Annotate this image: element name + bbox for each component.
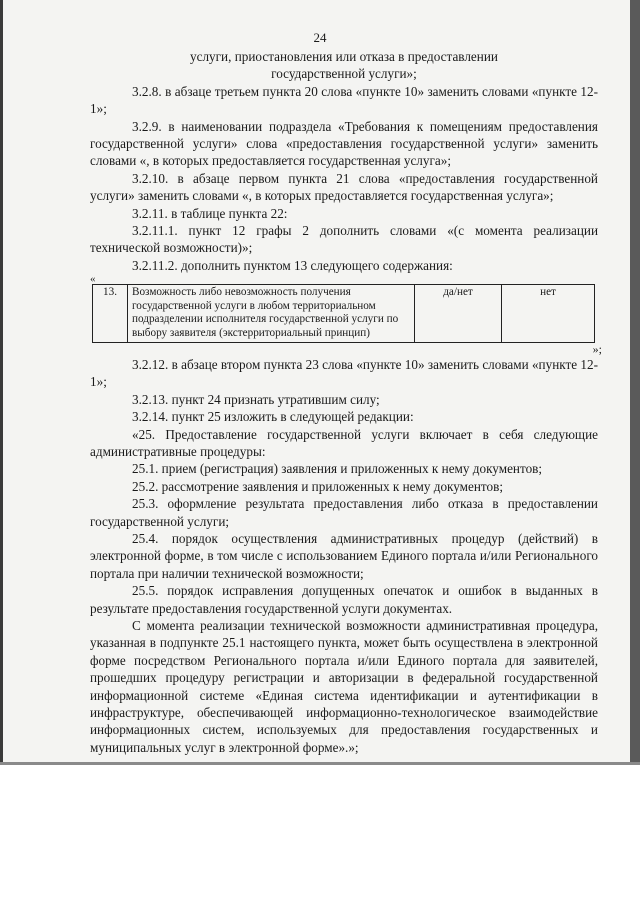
paragraph-25-1: 25.1. прием (регистрация) заявления и приложенных к нему документов; bbox=[132, 461, 543, 477]
heading-line-1: услуги, приостановления или отказа в предоставлении bbox=[190, 49, 498, 64]
paragraph-3-2-10: 3.2.10. в абзаце первом пункта 21 слова «предоставления государственной услуги» заменить словами «, в которых предоставляется государственная услуга»; bbox=[90, 170, 598, 204]
quote-open-mark: « bbox=[90, 273, 96, 286]
paragraph-3-2-14: 3.2.14. пункт 25 изложить в следующей редакции: bbox=[132, 409, 414, 425]
paragraph-25-3: 25.3. оформление результата предоставления либо отказа в предоставлении государственной услуги; bbox=[90, 496, 598, 529]
page-number: 24 bbox=[313, 30, 327, 45]
heading-line-2: государственной услуги»; bbox=[271, 66, 417, 82]
paragraph-25-2: 25.2. рассмотрение заявления и приложенных к нему документов; bbox=[132, 478, 504, 494]
scan-edge-bottom bbox=[0, 762, 640, 765]
scan-edge-left bbox=[0, 0, 3, 765]
paragraph-3-2-12: 3.2.12. в абзаце втором пункта 23 слова «пункте 10» заменить словами «пункте 12-1»; bbox=[90, 356, 598, 390]
paragraph-3-2-11-2: 3.2.11.2. дополнить пунктом 13 следующего содержания: bbox=[132, 257, 453, 273]
quote-close-mark: »; bbox=[592, 341, 602, 356]
paragraph-25: «25. Предоставление государственной услуги включает в себя следующие административные процедуры: bbox=[90, 426, 598, 459]
amendment-table bbox=[92, 284, 595, 343]
table-cell-description: Возможность либо невозможность получения государственной услуги в любом территориальном подразделении исполнителя государственной услуги по выбору заявителя (экстерриториальный принцип) bbox=[128, 285, 415, 343]
paragraph-25-5: 25.5. порядок исправления допущенных опечаток и ошибок в выданных в результате предоставления государственной услуги документах. bbox=[90, 583, 598, 616]
paragraph-final: С момента реализации технической возможности административная процедура, указанная в подпункте 25.1 настоящего пункта, может быть осуществлена в электронной форме посредством Регионального портала и/или Единого портала для заявителей, прошедших процедуру регистрации и авторизации в федеральной государственной информационной системе «Единая система идентификации и аутентификации в инфраструктуре, обеспечивающей информационно-технологическое взаимодействие информационных систем, используемых для предоставления государственных и муниципальных услуг в электронной форме».»; bbox=[90, 618, 598, 755]
paragraph-3-2-8: 3.2.8. в абзаце третьем пункта 20 слова «пункте 10» заменить словами «пункте 12-1»; bbox=[90, 83, 598, 117]
table-cell-yes-no: да/нет bbox=[415, 285, 502, 343]
paragraph-3-2-13: 3.2.13. пункт 24 признать утратившим силу; bbox=[132, 391, 380, 407]
paragraph-25-4: 25.4. порядок осуществления административных процедур (действий) в электронной форме, в том числе с использованием Единого портала и/или Регионального портала при наличии технической возможности; bbox=[90, 530, 598, 581]
paragraph-3-2-11-1: 3.2.11.1. пункт 12 графы 2 дополнить словами «(с момента реализации технической возможности)»; bbox=[90, 223, 598, 256]
document-body bbox=[90, 48, 602, 756]
table-row bbox=[93, 285, 595, 343]
scan-edge-right bbox=[630, 0, 640, 765]
table-cell-value: нет bbox=[502, 285, 595, 343]
paragraph-3-2-9: 3.2.9. в наименовании подраздела «Требования к помещениям предоставления государственной услуги» слова «предоставления государственной услуги» заменить словами «, в которых предоставляется государственная услуга»; bbox=[90, 118, 598, 169]
table-cell-number: 13. bbox=[93, 285, 128, 343]
paragraph-3-2-11: 3.2.11. в таблице пункта 22: bbox=[132, 205, 288, 221]
